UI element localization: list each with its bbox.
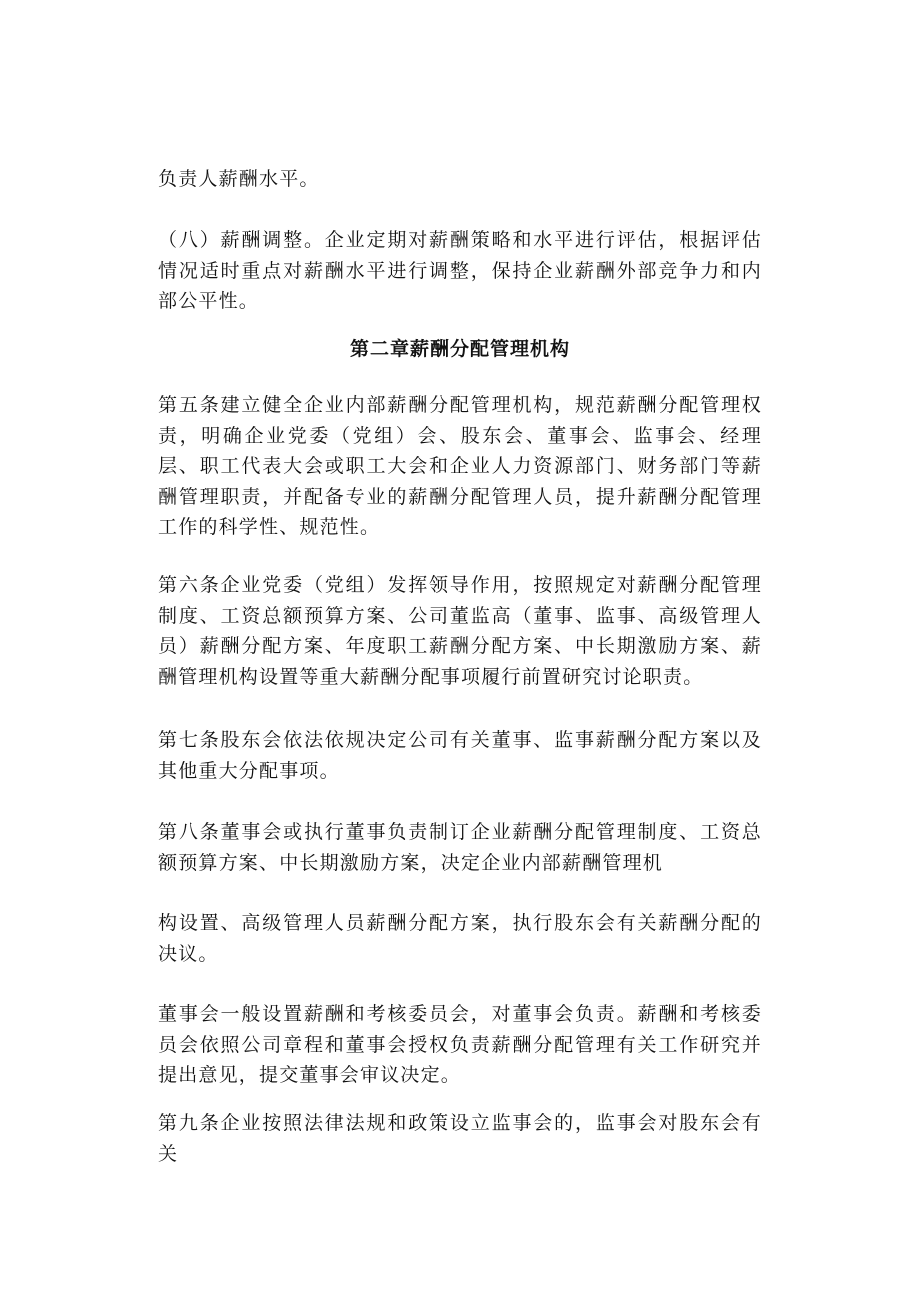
chapter-heading: 第二章薪酬分配管理机构 <box>349 338 570 360</box>
paragraph-item-eight: （八）薪酬调整。企业定期对薪酬策略和水平进行评估，根据评估情况适时重点对薪酬水平进行调整，保持企业薪酬外部竞争力和内部公平性。 <box>158 229 762 312</box>
paragraph-article-eight-continued: 构设置、高级管理人员薪酬分配方案，执行股东会有关薪酬分配的决议。 <box>158 912 762 965</box>
paragraph-article-nine: 第九条企业按照法律法规和政策设立监事会的，监事会对股东会有关 <box>158 1112 762 1165</box>
paragraph-board-committee: 董事会一般设置薪酬和考核委员会，对董事会负责。薪酬和考核委员会依照公司章程和董事会授权负责薪酬分配管理有关工作研究并提出意见，提交董事会审议决定。 <box>158 1003 762 1086</box>
paragraph-article-five: 第五条建立健全企业内部薪酬分配管理机构，规范薪酬分配管理权责，明确企业党委（党组）会、股东会、董事会、监事会、经理层、职工代表大会或职工大会和企业人力资源部门、财务部门等薪酬管理职责，并配备专业的薪酬分配管理人员，提升薪酬分配管理工作的科学性、规范性。 <box>158 394 762 538</box>
paragraph-intro-tail: 负责人薪酬水平。 <box>158 168 320 190</box>
paragraph-article-eight: 第八条董事会或执行董事负责制订企业薪酬分配管理制度、工资总额预算方案、中长期激励方案，决定企业内部薪酬管理机 <box>158 821 762 874</box>
paragraph-article-seven: 第七条股东会依法依规决定公司有关董事、监事薪酬分配方案以及其他重大分配事项。 <box>158 729 762 782</box>
paragraph-article-six: 第六条企业党委（党组）发挥领导作用，按照规定对薪酬分配管理制度、工资总额预算方案、公司董监高（董事、监事、高级管理人员）薪酬分配方案、年度职工薪酬分配方案、中长期激励方案、薪酬管理机构设置等重大薪酬分配事项履行前置研究讨论职责。 <box>158 574 762 688</box>
